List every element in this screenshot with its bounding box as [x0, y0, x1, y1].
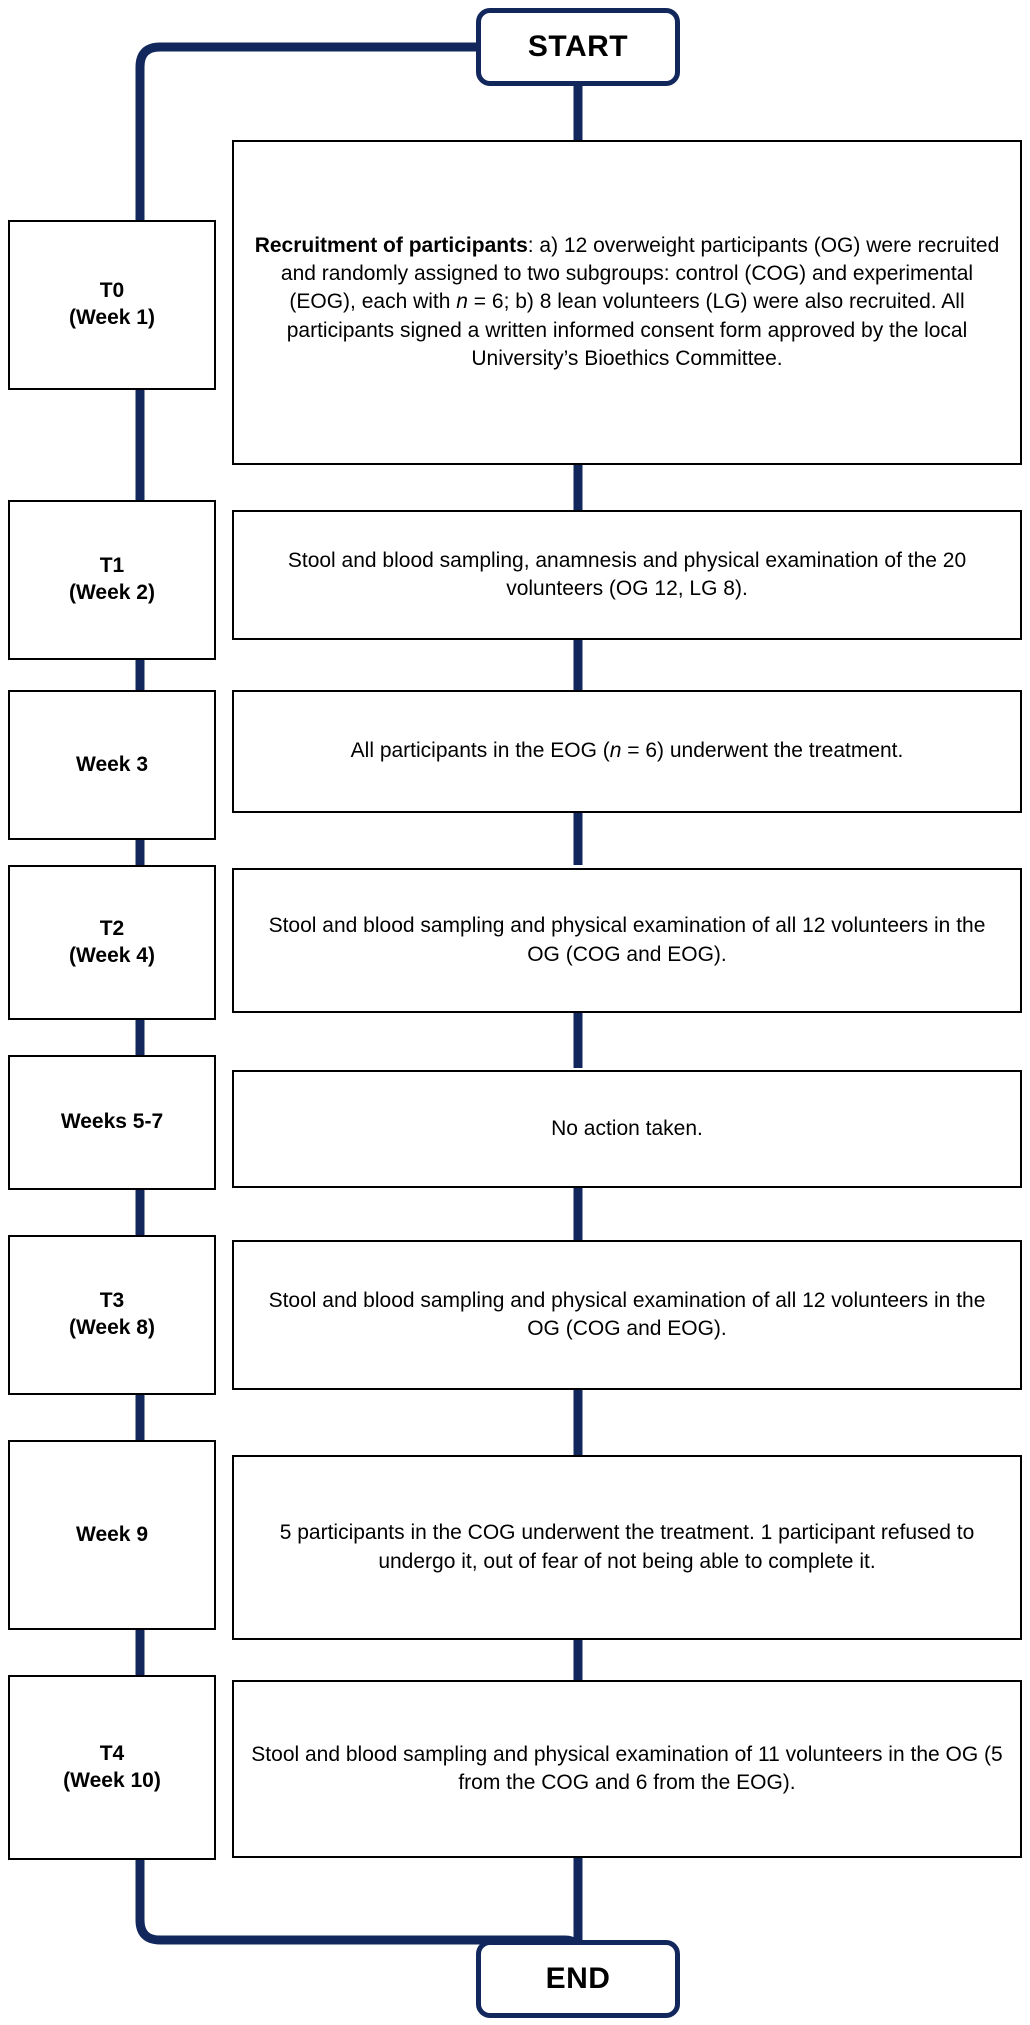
step-box-t3-sampling-text: Stool and blood sampling and physical examination of all 12 volunteers in the OG (COG and EOG). [268, 1288, 986, 1340]
step-box-recruitment-text: Recruitment of participants: a) 12 overweight participants (OG) were recruited and randomly assigned to two subgroups: control (COG) and experimental (EOG), each with n = 6; b) 8 lean volunteers (LG) were also recruited. All participants signed a written informed consent form approved by the local University’s Bioethics Committee. [254, 234, 1000, 370]
step-box-t3-sampling [232, 1240, 1022, 1390]
time-box-t0-line2: (Week 1) [69, 306, 155, 329]
time-box-t4 [8, 1675, 216, 1860]
time-box-t0 [8, 220, 216, 390]
end-label: END [545, 1962, 611, 1995]
time-box-week3 [8, 690, 216, 840]
step-box-t2-sampling-text: Stool and blood sampling and physical examination of all 12 volunteers in the OG (COG and EOG). [268, 914, 986, 966]
step-box-recruitment [232, 140, 1022, 465]
time-box-t4-line2: (Week 10) [63, 1768, 161, 1792]
start-terminator [476, 8, 680, 86]
step-box-t1-sampling [232, 510, 1022, 640]
step-box-eog-treatment [232, 690, 1022, 813]
time-box-t3-line1: T3 [99, 1289, 125, 1313]
end-terminator [476, 1940, 680, 2018]
time-box-t4-line1: T4 [99, 1741, 125, 1765]
time-box-week3-line1: Week 3 [76, 752, 148, 776]
step-box-t4-sampling-text: Stool and blood sampling and physical examination of 11 volunteers in the OG (5 from the COG and 6 from the EOG). [251, 1742, 1003, 1794]
step-box-t2-sampling [232, 868, 1022, 1013]
time-box-t3 [8, 1235, 216, 1395]
start-label: START [527, 30, 629, 63]
step-box-t4-sampling [232, 1680, 1022, 1858]
time-box-t2 [8, 865, 216, 1020]
time-box-weeks5-7-line1: Weeks 5-7 [60, 1110, 164, 1134]
step-box-cog-treatment-text: 5 participants in the COG underwent the treatment. 1 participant refused to undergo it, out of fear of not being able to complete it. [279, 1521, 975, 1573]
time-box-weeks5-7 [8, 1055, 216, 1190]
step-box-no-action-text: No action taken. [551, 1116, 703, 1140]
time-box-t2-line2: (Week 4) [69, 943, 155, 967]
time-box-t3-line2: (Week 8) [69, 1316, 155, 1339]
step-box-no-action [232, 1070, 1022, 1188]
time-box-t1 [8, 500, 216, 660]
time-box-t0-line1: T0 [99, 279, 125, 303]
time-box-t1-line2: (Week 2) [69, 581, 155, 604]
step-box-eog-treatment-text: All participants in the EOG (n = 6) underwent the treatment. [350, 739, 904, 763]
time-box-week9 [8, 1440, 216, 1630]
time-box-week9-line1: Week 9 [76, 1522, 148, 1546]
step-box-cog-treatment [232, 1455, 1022, 1640]
time-box-t2-line1: T2 [99, 916, 125, 940]
time-box-t1-line1: T1 [99, 554, 125, 578]
step-box-t1-sampling-text: Stool and blood sampling, anamnesis and physical examination of the 20 volunteers (OG 12, LG 8). [287, 548, 967, 600]
